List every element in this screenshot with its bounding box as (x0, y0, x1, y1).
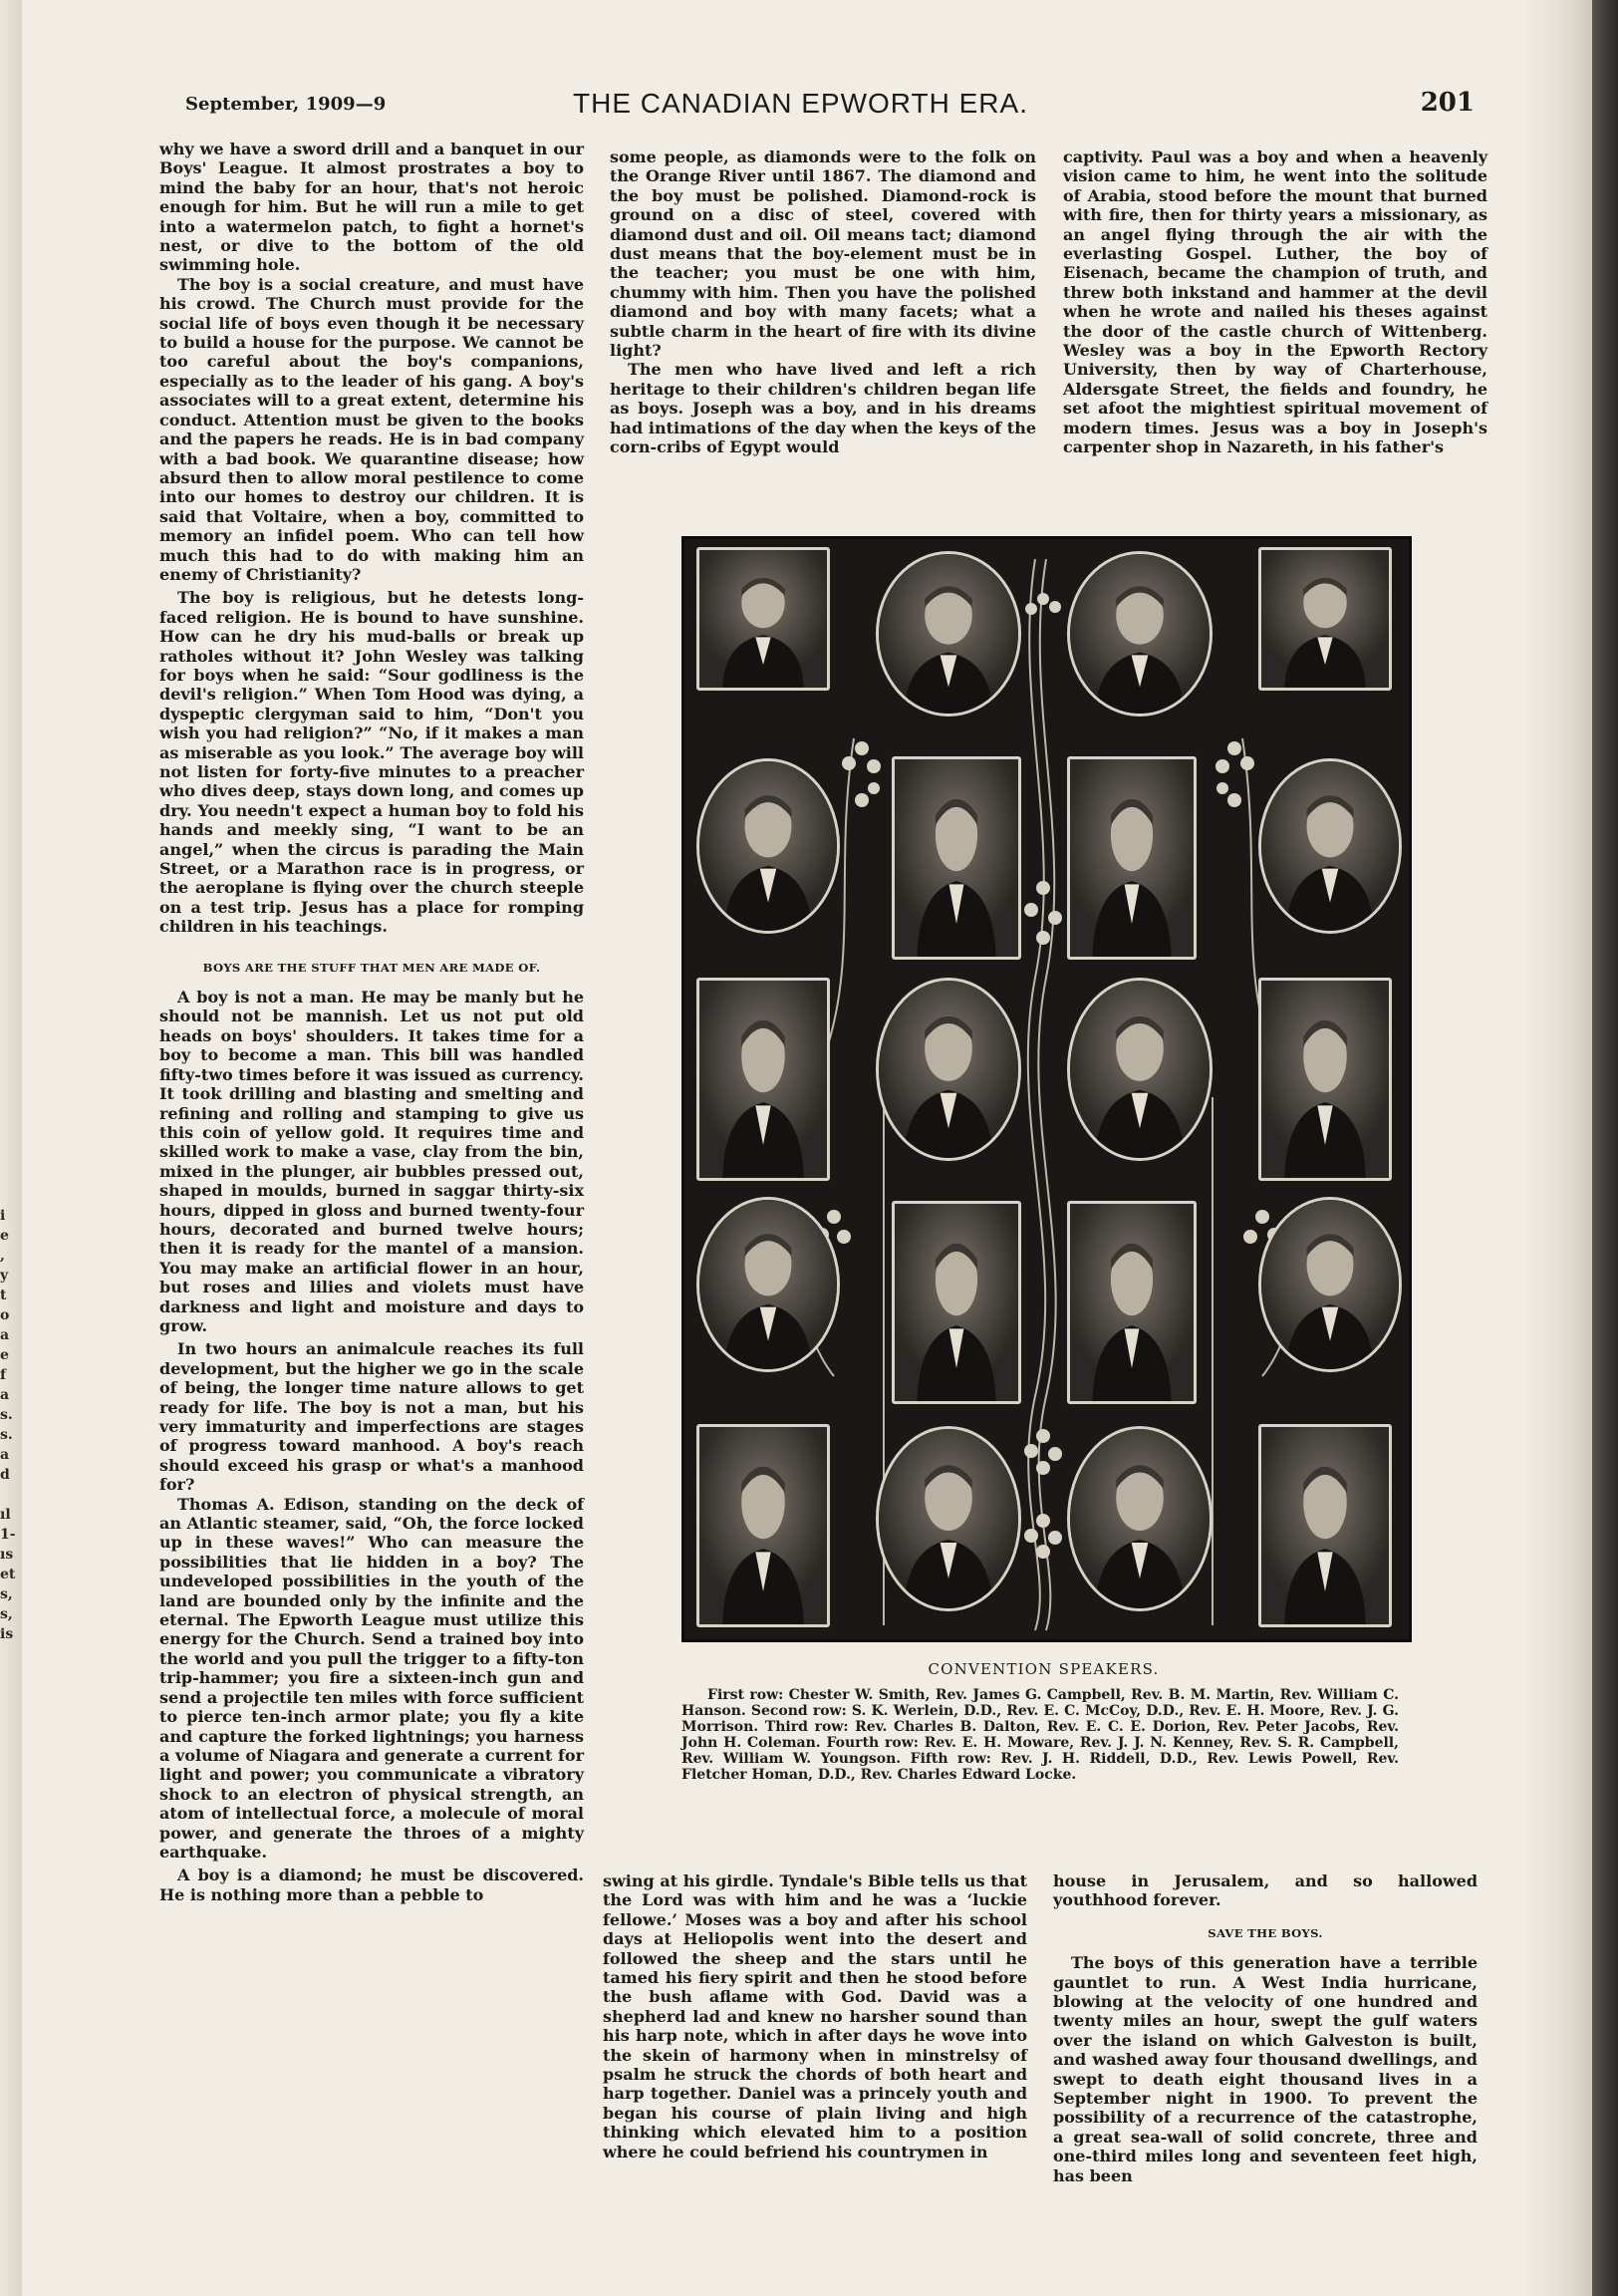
binding-edge (1592, 0, 1618, 2296)
section-heading: SAVE THE BOYS. (1208, 1925, 1323, 1940)
speaker-portrait (696, 1197, 840, 1372)
margin-fragment: a (0, 1387, 10, 1403)
speaker-portrait (696, 547, 830, 691)
speaker-portrait (892, 1201, 1021, 1404)
figure-caption (681, 1687, 1399, 1783)
paragraph: house in Jerusalem, and so hallowed youthhood forever. (1053, 1871, 1478, 1910)
margin-fragment: , (0, 1248, 5, 1264)
margin-fragment: o (0, 1307, 10, 1323)
margin-fragment: t (0, 1288, 7, 1303)
page-edge-shadow (1522, 0, 1592, 2296)
paragraph: In two hours an animalcule reaches its full development, but the higher we go in the scale of being, the longer time nature allows to get ready for life. The boy is not a man, but his very immaturity and imperfections are stages of progress toward manhood. A boy's reach should exceed his grasp or what's a manhood for? (159, 1339, 584, 1495)
margin-fragment: s, (0, 1586, 13, 1602)
section-heading: BOYS ARE THE STUFF THAT MEN ARE MADE OF. (202, 960, 541, 975)
speaker-portrait (1258, 978, 1392, 1181)
speaker-portrait (1258, 1424, 1392, 1627)
speaker-portrait (696, 978, 830, 1181)
paragraph: A boy is a diamond; he must be discovered. He is nothing more than a pebble to (159, 1866, 584, 1904)
speaker-portrait (1258, 1197, 1402, 1372)
caption-text: First row: Chester W. Smith, Rev. James G. Campbell, Rev. B. M. Martin, Rev. William C. Hanson. Second row: S. K. Werlein, D.D., Rev. E. C. McCoy, D.D., Rev. E. H. Moore, Rev. J. G. Morrison. Third row: Rev. Charles B. Dalton, Rev. E. C. E. Dorion, Rev. Peter Jacobs, Rev. John H. Coleman. Fourth row: Rev. E. H. Moware, Rev. J. J. N. Kenney, Rev. S. R. Campbell, Rev. William W. Youngson. Fifth row: Rev. J. H. Riddell, D.D., Rev. Lewis Powell, Rev. Fletcher Homan, D.D., Rev. Charles Edward Locke. (681, 1687, 1399, 1783)
margin-fragment: ıl (0, 1507, 11, 1523)
issue-date: September, 1909—9 (185, 94, 387, 115)
paragraph: The boys of this generation have a terrible gauntlet to run. A West India hurricane, blowing at the velocity of one hundred and twenty miles an hour, swept the gulf waters over the island on which Galveston is built, and washed away four thousand dwellings, and swept to death eight thousand lives in a September night in 1900. To prevent the possibility of a recurrence of the catastrophe, a great sea-wall of solid concrete, three and one-third miles long and seventeen feet high, has been (1053, 1953, 1478, 2185)
speaker-portrait (1067, 1426, 1213, 1611)
adjacent-page-strip (0, 0, 22, 2296)
speaker-portrait (1067, 756, 1197, 960)
adjacent-page-fragments (0, 1206, 22, 1644)
speaker-portrait (1258, 547, 1392, 691)
margin-fragment: i (0, 1208, 6, 1224)
convention-speakers-photo-plate (681, 536, 1412, 1642)
margin-fragment: is (0, 1626, 14, 1642)
speaker-portrait (876, 978, 1021, 1161)
speaker-portrait (696, 1424, 830, 1627)
margin-fragment (0, 1485, 22, 1505)
margin-fragment: ıs (0, 1547, 14, 1563)
margin-fragment: a (0, 1447, 10, 1463)
speaker-portrait (1258, 758, 1402, 934)
speaker-portrait (892, 756, 1021, 960)
speaker-portrait (696, 758, 840, 934)
speaker-portrait (876, 1426, 1021, 1611)
paragraph: captivity. Paul was a boy and when a heavenly vision came to him, he went into the solitude of Arabia, stood before the mount that burned with fire, then for thirty years a missionary, as an angel flying through the air with the everlasting Gospel. Luther, the boy of Eisenach, became the champion of truth, and threw both inkstand and hammer at the devil when he wrote and nailed his theses against the door of the castle church of Wittenberg. Wesley was a boy in the Epworth Rectory University, then by way of Charterhouse, Aldersgate Street, the fields and foundry, he set afoot the mightiest spiritual movement of modern times. Jesus was a boy in Joseph's carpenter shop in Nazareth, in his father's (1063, 147, 1487, 457)
running-header (179, 86, 1475, 126)
margin-fragment: e (0, 1347, 9, 1363)
paragraph: The men who have lived and left a rich heritage to their children's children began life as boys. Joseph was a boy, and in his dreams had intimations of the day when the keys of the corn-cribs of Egypt would (610, 360, 1036, 457)
margin-fragment: f (0, 1367, 7, 1383)
paragraph: why we have a sword drill and a banquet in our Boys' League. It almost prostrates a boy to mind the baby for an hour, that's not heroic enough for him. But he will run a mile to get into a watermelon patch, to fight a hornet's nest, or dive to the bottom of the old swimming hole. (159, 140, 584, 275)
journal-title: THE CANADIAN EPWORTH ERA. (573, 88, 1028, 119)
margin-fragment: s. (0, 1427, 13, 1443)
margin-fragment: e (0, 1228, 9, 1244)
column-1 (159, 140, 584, 1904)
paragraph: Thomas A. Edison, standing on the deck of an Atlantic steamer, said, “Oh, the force locked up in these waves!” Who can measure the possibilities that lie hidden in a boy? The undeveloped possibilities in the youth of the land are bounded only by the infinite and the eternal. The Epworth League must utilize this energy for the Church. Send a trained boy into the world and you pull the trigger to a fifty-ton trip-hammer; you fire a sixteen-inch gun and send a projectile ten miles with force sufficient to pierce ten-inch armor plate; you fly a kite and capture the forked lightnings; you harness a volume of Niagara and generate a current for light and power; you communicate a vibratory shock to an electron of physical strength, an atom of intellectual force, a molecule of moral power, and generate the throes of a mighty earthquake. (159, 1494, 584, 1862)
speaker-portrait (876, 551, 1021, 717)
margin-fragment: et (0, 1567, 16, 1582)
column-5 (1053, 1871, 1478, 2185)
speaker-portrait (1067, 1201, 1197, 1404)
paragraph: some people, as diamonds were to the folk on the Orange River until 1867. The diamond and the boy must be polished. Diamond-rock is ground on a disc of steel, covered with diamond dust and oil. Oil means tact; diamond dust means that the boy-element must be in the teacher; you must be one with him, chummy with him. Then you have the polished diamond and boy with many facets; what a subtle charm in the heart of fire with its divine light? (610, 147, 1036, 361)
paragraph: The boy is religious, but he detests long-faced religion. He is bound to have sunshine. How can he dry his mud-balls or break up ratholes without it? John Wesley was talking for boys when he said: “Sour godliness is the devil's religion.” When Tom Hood was dying, a dyspeptic clergyman said to him, “Don't you wish you had religion?” “No, if it makes a man as miserable as you look.” The average boy will not listen for forty-five minutes to a preacher who dives deep, stays down long, and comes up dry. You needn't expect a human boy to fold his hands and meekly sing, “I want to be an angel,” when the circus is parading the Main Street, or a Marathon race is in progress, or the aeroplane is flying over the church steeple on a test trip. Jesus has a place for romping children in his teachings. (159, 588, 584, 937)
margin-fragment: 1- (0, 1527, 16, 1543)
column-2 (610, 147, 1036, 457)
paragraph: A boy is not a man. He may be manly but he should not be mannish. Let us not put old heads on boys' shoulders. It takes time for a boy to become a man. This bill was handled fifty-two times before it was issued as currency. It took drilling and blasting and smelting and refining and rolling and stamping to give us this coin of yellow gold. It requires time and skilled work to make a vase, clay from the bin, mixed in the plunger, air bubbles pressed out, shaped in moulds, burned in saggar thirty-six hours, dipped in gloss and burned twenty-four hours, decorated and burned twelve hours; then it is ready for the mantel of a mansion. You may make an artificial flower in an hour, but roses and lilies and violets must have darkness and light and moisture and days to grow. (159, 988, 584, 1335)
paragraph: swing at his girdle. Tyndale's Bible tells us that the Lord was with him and he was a ‘luckie fellowe.’ Moses was a boy and after his school days at Heliopolis went into the desert and followed the sheep and the stars until he tamed his fiery spirit and then he stood before the bush aflame with God. David was a shepherd lad and knew no harsher sound than his harp note, which in after days he wove into the skein of harmony when in minstrelsy of psalm he struck the chords of both heart and harp together. Daniel was a princely youth and began his course of plain living and high thinking which elevated him to a position where he could befriend his countrymen in (603, 1871, 1027, 2161)
margin-fragment: a (0, 1327, 10, 1343)
margin-fragment: d (0, 1467, 10, 1483)
margin-fragment: s. (0, 1407, 13, 1423)
page-number: 201 (1420, 88, 1475, 118)
margin-fragment: y (0, 1268, 9, 1284)
column-3 (1063, 147, 1487, 457)
speaker-portrait (1067, 551, 1213, 717)
paragraph: The boy is a social creature, and must have his crowd. The Church must provide for the social life of boys even though it be necessary to build a house for the purpose. We cannot be too careful about the boy's companions, especially as to the leader of his gang. A boy's associates will to a great extent, determine his conduct. Attention must be given to the books and the papers he reads. He is in bad company with a bad book. We quarantine disease; how absurd then to allow moral pestilence to come into our homes to destroy our children. It is said that Voltaire, when a boy, committed to memory an infidel poem. Who can tell how much this had to do with making him an enemy of Christianity? (159, 274, 584, 584)
speaker-portrait (1067, 978, 1213, 1161)
column-4 (603, 1871, 1027, 2161)
figure-title: CONVENTION SPEAKERS. (928, 1660, 1160, 1678)
margin-fragment: s, (0, 1606, 13, 1622)
